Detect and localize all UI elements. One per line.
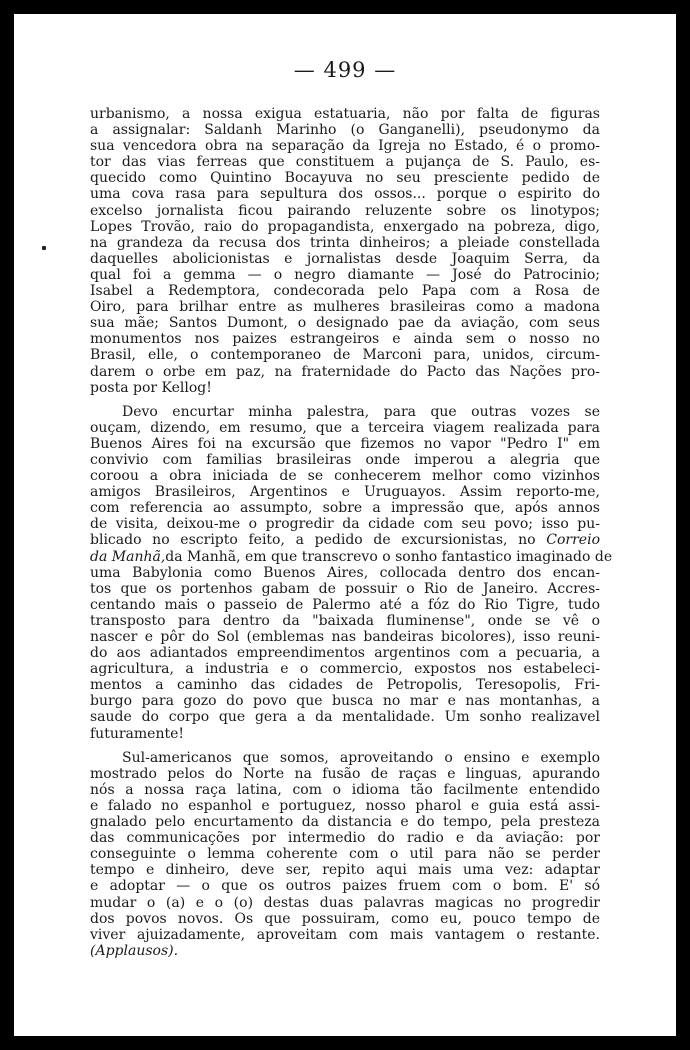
margin-mark: [42, 246, 46, 250]
text-line: sua vencedora obra na separação da Igreja no Estado, é o promo-: [90, 138, 600, 155]
text-line: uma cova rasa para sepultura dos ossos... porque o espirito do: [90, 186, 600, 203]
text-line: Buenos Aires foi na excursão que fizemos no vapor "Pedro I" em: [90, 435, 600, 452]
text-line: daquelles abolicionistas e jornalistas desde Joaquim Serra, da: [90, 250, 600, 267]
text-line: tor das vias ferreas que constituem a pujança de S. Paulo, es-: [90, 154, 600, 171]
text-line: ouçam, dizendo, em resumo, que a terceira viagem realizada para: [90, 419, 600, 436]
text-fragment: blicado no escripto feito, a pedido de excursionistas, no: [90, 532, 547, 549]
text-line: das communicações por intermedio do radio e da aviação: por: [90, 830, 600, 847]
text-line: Oiro, para brilhar entre as mulheres brasileiras como a madona: [90, 299, 600, 316]
text-line: saude do corpo que gera a da mentalidade. Um sonho realizavel: [90, 709, 600, 726]
text-line: Brasil, elle, o contemporaneo de Marconi para, unidos, circum-: [90, 347, 600, 364]
scanned-page: [14, 14, 676, 1036]
text-line: transposto para dentro da "baixada fluminense", onde se vê o: [90, 612, 600, 629]
text-line: Isabel a Redemptora, condecorada pelo Papa com a Rosa de: [90, 283, 600, 300]
text-line: a assignalar: Saldanh Marinho (o Ganganelli), pseudonymo da: [90, 122, 600, 139]
text-line: posta por Kellog!: [90, 379, 212, 396]
paragraph-1: [90, 106, 600, 396]
text-line: viver ajuizadamente, aproveitam com mais vantagem o restante.: [90, 926, 600, 943]
text-line: na grandeza da recusa dos trinta dinheiros; a pleiade constellada: [90, 234, 600, 251]
text-line: tos que os portenhos gabam de possuir o Rio de Janeiro. Accres-: [90, 580, 600, 597]
text-line: gnalado pelo encurtamento da distancia e do tempo, pela presteza: [90, 814, 600, 831]
text-line: (Applausos).: [90, 942, 179, 959]
paragraph-2: [90, 403, 613, 742]
text-line: mudar o (a) e o (o) destas duas palavras magicas no progredir: [90, 894, 600, 911]
text-line: futuramente!: [90, 725, 184, 742]
text-line: nascer e pôr do Sol (emblemas nas bandeiras bicolores), isso reuni-: [90, 629, 600, 645]
text-line: tempo e dinheiro, deve ser, repito aqui mais uma vez: adaptar: [90, 862, 600, 879]
page-number: — 499 —: [293, 58, 397, 82]
text-line: dos povos novos. Os que possuiram, como eu, pouco tempo de: [90, 910, 600, 927]
text-line: e adoptar — o que os outros paizes fruem com o bom. E' só: [90, 878, 600, 895]
text-line: Sul-americanos que somos, aproveitando o ensino e exemplo: [122, 749, 600, 766]
text-line: qual foi a gemma — o negro diamante — José do Patrocinio;: [90, 266, 600, 283]
text-line: darem o orbe em paz, na fraternidade do Pacto das Nações pro-: [90, 363, 600, 380]
paragraph-3: [90, 750, 600, 959]
text-line: Lopes Trovão, raio do propagandista, enxergado na pobreza, digo,: [90, 218, 600, 235]
text-line: sua mãe; Santos Dumont, o designado pae da aviação, com seus: [90, 315, 600, 332]
body-text: [90, 106, 613, 967]
text-line: conseguinte o lemma coherente com o util para não se perder: [90, 846, 600, 863]
text-line: mostrado pelos do Norte na fusão de raças e linguas, apurando: [90, 765, 600, 782]
text-line: de visita, deixou-me o progredir da cidade com seu povo; isso pu-: [90, 516, 600, 533]
italic-title: Correio: [546, 532, 600, 549]
text-line: centando mais o passeio de Palermo até a fóz do Rio Tigre, tudo: [90, 596, 600, 613]
text-line: amigos Brasileiros, Argentinos e Uruguayos. Assim reporto-me,: [90, 484, 600, 501]
text-line: coroou a obra iniciada de se conhecerem melhor como vizinhos: [90, 468, 600, 485]
text-line: [90, 548, 613, 565]
text-line: e falado no espanhol e portuguez, nosso pharol e guia está assi-: [90, 797, 600, 814]
text-line: monumentos nos paizes estrangeiros e ainda sem o nosso no: [90, 331, 600, 348]
text-line: agricultura, a industria e o commercio, expostos nos estabeleci-: [90, 661, 600, 678]
text-line: com referencia ao assumpto, sobre a impressão que, após annos: [90, 500, 600, 517]
text-line: do aos adiantados empreendimentos argentinos com a pecuaria, a: [90, 645, 600, 662]
text-line: Devo encurtar minha palestra, para que outras vozes se: [122, 403, 600, 420]
text-line: excelso jornalista ficou pairando reluzente sobre os linotypos;: [90, 202, 600, 219]
text-line: quecido como Quintino Bocayuva no seu presciente pedido de: [90, 170, 600, 187]
text-line: mentos a caminho das cidades de Petropolis, Teresopolis, Fri-: [90, 677, 600, 694]
text-line: uma Babylonia como Buenos Aires, collocada dentro dos encan-: [90, 564, 600, 581]
text-line: nós a nossa raça latina, com o idioma tão facilmente entendido: [90, 781, 600, 798]
text-line: burgo para gozo do povo que busca no mar e nas montanhas, a: [90, 693, 600, 710]
text-line: urbanismo, a nossa exigua estatuaria, não por falta de figuras: [90, 106, 600, 122]
italic-title: da Manhã,: [90, 548, 166, 565]
text-fragment: da Manhã, em que transcrevo o sonho fantastico imaginado de: [165, 548, 613, 565]
text-line: convivio com familias brasileiras onde imperou a alegria que: [90, 451, 600, 468]
text-line: [90, 532, 600, 548]
